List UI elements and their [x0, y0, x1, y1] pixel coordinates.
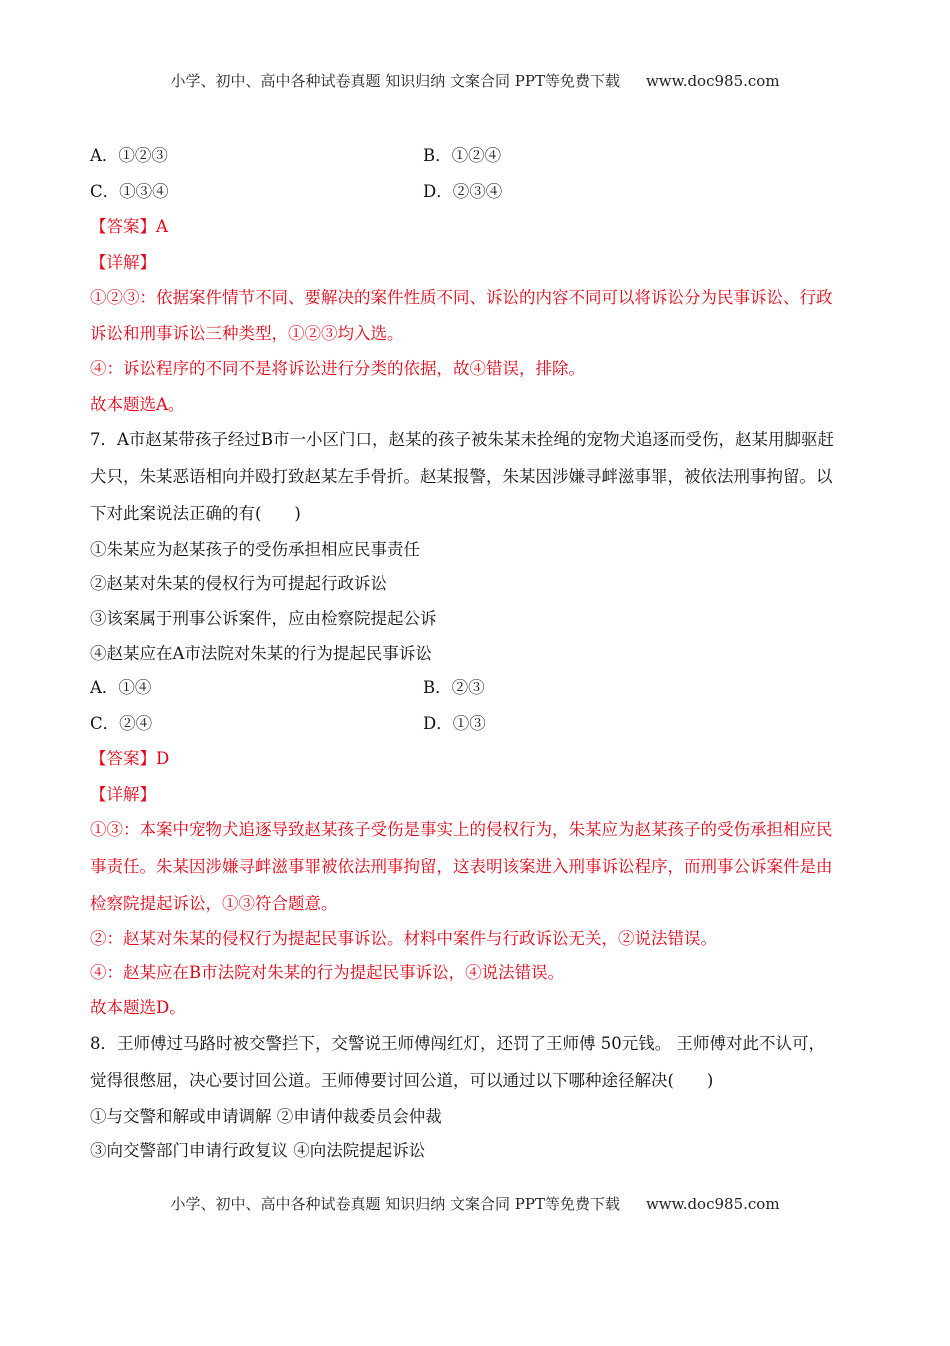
q6-option-d: D．②③④ [423, 182, 503, 201]
q7-detail-line: ②：赵某对朱某的侵权行为提起民事诉讼。材料中案件与行政诉讼无关，②说法错误。 [90, 929, 717, 948]
q7-answer: 【答案】D [90, 749, 170, 768]
q7-statement: ④赵某应在A市法院对朱某的行为提起民事诉讼 [90, 644, 432, 663]
q6-detail-line: ④：诉讼程序的不同不是将诉讼进行分类的依据，故④错误，排除。 [90, 359, 585, 378]
header-url: www.doc985.com [645, 72, 780, 90]
q6-detail-line: 诉讼和刑事诉讼三种类型，①②③均入选。 [90, 324, 404, 343]
page-footer [0, 1193, 950, 1214]
q7-detail-label: 【详解】 [90, 785, 156, 804]
page-header [0, 70, 950, 91]
header-text: 小学、初中、高中各种试卷真题 知识归纳 文案合同 PPT等免费下载 [170, 72, 620, 90]
q7-option-d: D．①③ [423, 714, 486, 733]
q7-stem-line: 下对此案说法正确的有( ) [90, 504, 301, 523]
q8-stem-line: 8．王师傅过马路时被交警拦下，交警说王师傅闯红灯，还罚了王师傅 50元钱。 王师傅对此不认可， [90, 1034, 825, 1053]
q8-statement: ①与交警和解或申请调解 ②申请仲裁委员会仲裁 [90, 1107, 442, 1126]
q7-option-b: B．②③ [423, 678, 485, 697]
footer-url: www.doc985.com [645, 1195, 780, 1213]
q6-conclusion: 故本题选A。 [90, 395, 185, 414]
q7-detail-line: ①③：本案中宠物犬追逐导致赵某孩子受伤是事实上的侵权行为，朱某应为赵某孩子的受伤承担相应民 [90, 820, 833, 839]
q7-statement: ②赵某对朱某的侵权行为可提起行政诉讼 [90, 574, 387, 593]
q7-option-c: C．②④ [90, 714, 153, 733]
q7-detail-line: 事责任。朱某因涉嫌寻衅滋事罪被依法刑事拘留，这表明该案进入刑事诉讼程序，而刑事公诉案件是由 [90, 857, 833, 876]
q7-detail-line: ④：赵某应在B市法院对朱某的行为提起民事诉讼，④说法错误。 [90, 963, 565, 982]
q7-stem-line: 7．A市赵某带孩子经过B市一小区门口，赵某的孩子被朱某未拴绳的宠物犬追逐而受伤，赵某用脚驱赶 [90, 430, 835, 449]
q7-stem-line: 犬只，朱某恶语相向并殴打致赵某左手骨折。赵某报警，朱某因涉嫌寻衅滋事罪，被依法刑事拘留。以 [90, 467, 833, 486]
q7-detail-line: 检察院提起诉讼，①③符合题意。 [90, 894, 338, 913]
q6-option-a: A．①②③ [90, 146, 168, 165]
q6-option-b: B．①②④ [423, 146, 502, 165]
q8-statement: ③向交警部门申请行政复议 ④向法院提起诉讼 [90, 1141, 426, 1160]
footer-text: 小学、初中、高中各种试卷真题 知识归纳 文案合同 PPT等免费下载 [170, 1195, 620, 1213]
q7-statement: ③该案属于刑事公诉案件，应由检察院提起公诉 [90, 609, 437, 628]
q7-conclusion: 故本题选D。 [90, 998, 186, 1017]
q7-option-a: A．①④ [90, 678, 152, 697]
q7-statement: ①朱某应为赵某孩子的受伤承担相应民事责任 [90, 540, 420, 559]
q6-option-c: C．①③④ [90, 182, 169, 201]
q8-stem-line: 觉得很憋屈，决心要讨回公道。王师傅要讨回公道，可以通过以下哪种途径解决( ) [90, 1071, 714, 1090]
q6-detail-label: 【详解】 [90, 253, 156, 272]
q6-detail-line: ①②③：依据案件情节不同、要解决的案件性质不同、诉讼的内容不同可以将诉讼分为民事诉讼、行政 [90, 288, 833, 307]
q6-answer: 【答案】A [90, 217, 168, 236]
